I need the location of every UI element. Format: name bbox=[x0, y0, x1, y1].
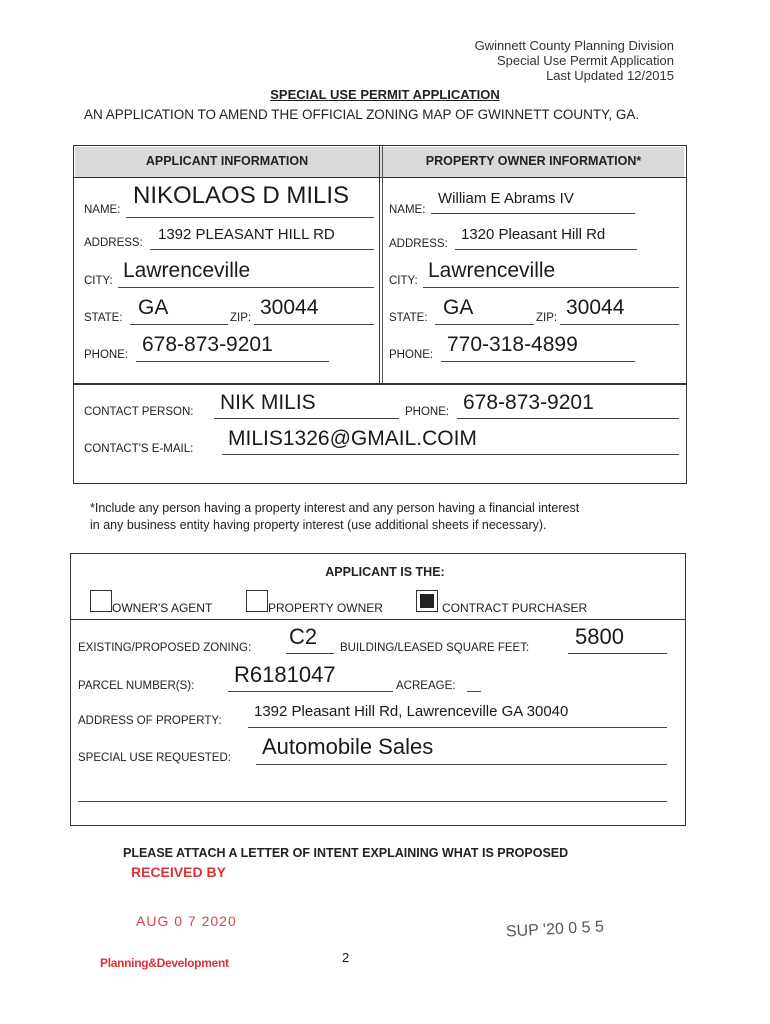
special-use-line bbox=[256, 764, 667, 765]
applicant-phone-line bbox=[136, 361, 329, 362]
applicant-state-label: STATE: bbox=[84, 312, 123, 324]
contact-person-label: CONTACT PERSON: bbox=[84, 406, 194, 418]
parcel-label: PARCEL NUMBER(S): bbox=[78, 680, 195, 692]
applicant-zip-value[interactable]: 30044 bbox=[260, 296, 319, 319]
column-divider-2 bbox=[382, 146, 383, 383]
received-stamp: RECEIVED BY bbox=[131, 864, 226, 880]
owner-state-line bbox=[435, 324, 534, 325]
applicant-address-line bbox=[150, 249, 374, 250]
zoning-value[interactable]: C2 bbox=[289, 624, 318, 649]
header-updated: Last Updated 12/2015 bbox=[546, 68, 674, 83]
zoning-line bbox=[286, 653, 334, 654]
property-address-line bbox=[248, 727, 667, 728]
applicant-zip-line bbox=[254, 324, 374, 325]
applicant-zip-label: ZIP: bbox=[230, 312, 252, 324]
applicant-state-value[interactable]: GA bbox=[138, 296, 169, 319]
owner-name-label: NAME: bbox=[389, 204, 426, 216]
property-address-label: ADDRESS OF PROPERTY: bbox=[78, 715, 222, 727]
applicant-address-label: ADDRESS: bbox=[84, 237, 143, 249]
parcel-value[interactable]: R6181047 bbox=[234, 662, 336, 687]
header-form-name: Special Use Permit Application bbox=[496, 53, 674, 68]
applicant-name-label: NAME: bbox=[84, 204, 121, 216]
applicant-city-value[interactable]: Lawrenceville bbox=[123, 259, 251, 282]
special-use-value[interactable]: Automobile Sales bbox=[262, 734, 434, 759]
applicant-phone-value[interactable]: 678-873-9201 bbox=[142, 333, 273, 356]
contact-email-label: CONTACT'S E-MAIL: bbox=[84, 443, 194, 455]
contact-phone-label: PHONE: bbox=[405, 406, 450, 418]
page-title: SPECIAL USE PERMIT APPLICATION bbox=[270, 87, 500, 102]
acreage-line bbox=[467, 691, 481, 692]
table-header-divider bbox=[74, 177, 686, 178]
contact-email-line bbox=[222, 454, 679, 455]
applicant-name-line bbox=[126, 217, 374, 218]
page-subtitle: AN APPLICATION TO AMEND THE OFFICIAL ZONING MAP OF GWINNETT COUNTY, GA. bbox=[84, 107, 640, 122]
owner-address-label: ADDRESS: bbox=[389, 238, 448, 250]
owner-info-heading: PROPERTY OWNER INFORMATION* bbox=[425, 154, 642, 168]
applicant-is-divider bbox=[71, 619, 685, 620]
applicant-name-value[interactable]: NIKOLAOS D MILIS bbox=[133, 182, 350, 209]
property-owner-label: PROPERTY OWNER bbox=[268, 601, 383, 615]
owner-phone-label: PHONE: bbox=[389, 349, 434, 361]
owner-zip-label: ZIP: bbox=[536, 312, 558, 324]
interest-note-line1: *Include any person having a property interest and any person having a financial interest bbox=[90, 501, 580, 515]
owner-city-label: CITY: bbox=[389, 275, 418, 287]
applicant-address-value[interactable]: 1392 PLEASANT HILL RD bbox=[158, 226, 335, 243]
owner-phone-line bbox=[441, 361, 635, 362]
applicant-info-heading: APPLICANT INFORMATION bbox=[145, 154, 309, 168]
owner-city-line bbox=[423, 287, 679, 288]
owner-phone-value[interactable]: 770-318-4899 bbox=[447, 333, 578, 356]
applicant-city-label: CITY: bbox=[84, 275, 113, 287]
owner-address-line bbox=[455, 249, 637, 250]
owner-state-value[interactable]: GA bbox=[443, 296, 474, 319]
header-division: Gwinnett County Planning Division bbox=[474, 38, 674, 53]
received-date-stamp: AUG 0 7 2020 bbox=[136, 913, 237, 929]
contract-purchaser-checkbox[interactable] bbox=[416, 590, 438, 612]
owner-name-line bbox=[431, 213, 635, 214]
applicant-is-heading: APPLICANT IS THE: bbox=[325, 565, 445, 579]
document-header bbox=[475, 38, 674, 83]
interest-note bbox=[90, 500, 579, 534]
owner-name-value[interactable]: William E Abrams IV bbox=[438, 190, 574, 207]
owner-state-label: STATE: bbox=[389, 312, 428, 324]
special-use-line-2 bbox=[78, 801, 667, 802]
zoning-label: EXISTING/PROPOSED ZONING: bbox=[78, 642, 252, 654]
acreage-label: ACREAGE: bbox=[396, 680, 456, 692]
property-address-value[interactable]: 1392 Pleasant Hill Rd, Lawrenceville GA 30040 bbox=[254, 703, 569, 720]
sqft-line bbox=[568, 653, 667, 654]
applicant-phone-label: PHONE: bbox=[84, 349, 129, 361]
department-stamp: Planning&Development bbox=[100, 956, 229, 970]
owner-city-value[interactable]: Lawrenceville bbox=[428, 259, 556, 282]
owner-zip-value[interactable]: 30044 bbox=[566, 296, 625, 319]
contact-phone-line bbox=[457, 418, 679, 419]
owner-zip-line bbox=[560, 324, 679, 325]
applicant-city-line bbox=[118, 287, 374, 288]
interest-note-line2: in any business entity having property interest (use additional sheets if necessary). bbox=[90, 518, 547, 532]
attach-letter-note: PLEASE ATTACH A LETTER OF INTENT EXPLAINING WHAT IS PROPOSED bbox=[123, 846, 569, 860]
page-number: 2 bbox=[342, 950, 350, 965]
sup-code-stamp: SUP '20 0 5 5 bbox=[505, 918, 605, 941]
contact-person-line bbox=[214, 418, 399, 419]
sqft-value[interactable]: 5800 bbox=[575, 624, 624, 649]
applicant-state-line bbox=[130, 324, 228, 325]
owners-agent-checkbox[interactable] bbox=[90, 590, 112, 612]
contact-person-value[interactable]: NIK MILIS bbox=[220, 391, 316, 414]
contract-purchaser-label: CONTRACT PURCHASER bbox=[442, 601, 588, 615]
sqft-label: BUILDING/LEASED SQUARE FEET: bbox=[340, 642, 530, 654]
column-divider bbox=[379, 146, 380, 383]
owners-agent-label: OWNER'S AGENT bbox=[112, 601, 213, 615]
contact-phone-value[interactable]: 678-873-9201 bbox=[463, 391, 594, 414]
contact-email-value[interactable]: MILIS1326@GMAIL.COIM bbox=[228, 427, 477, 450]
property-owner-checkbox[interactable] bbox=[246, 590, 268, 612]
parcel-line bbox=[228, 691, 393, 692]
owner-address-value[interactable]: 1320 Pleasant Hill Rd bbox=[461, 226, 606, 243]
special-use-label: SPECIAL USE REQUESTED: bbox=[78, 752, 231, 764]
